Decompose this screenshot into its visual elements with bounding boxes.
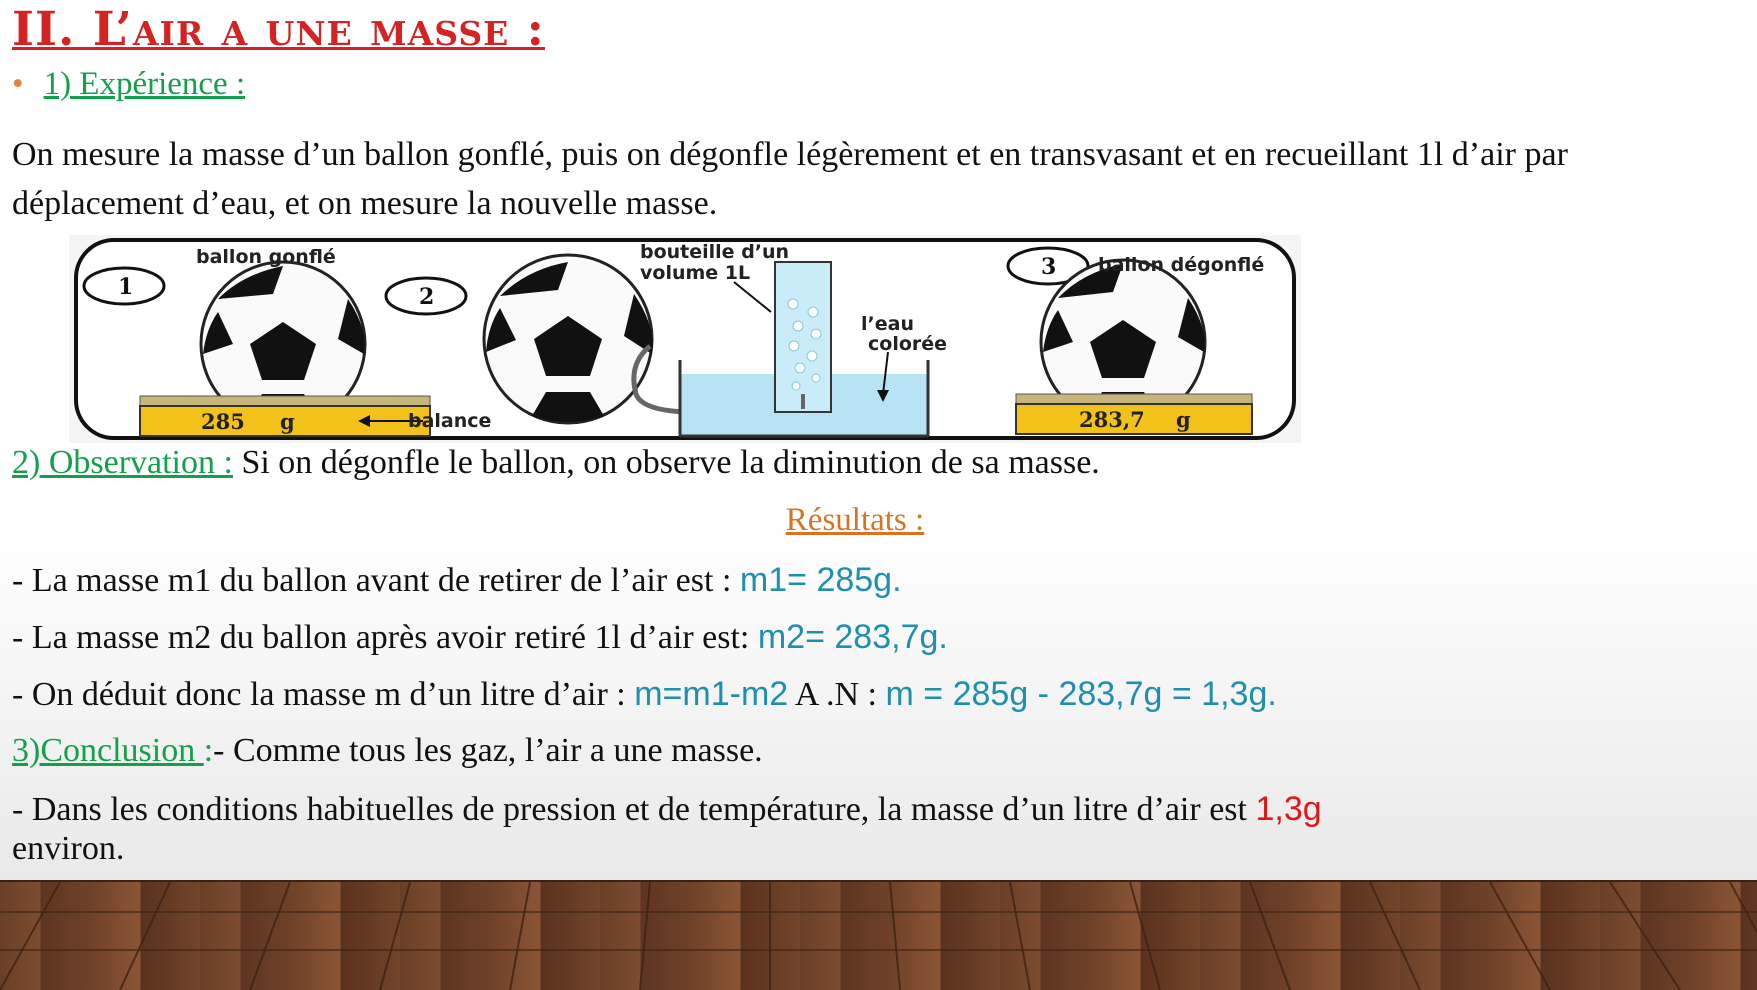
floor-planks [0,882,1757,990]
experience-heading: 1) Expérience : [43,66,246,102]
result-line-1 [12,561,902,600]
conclusion-colon: : [203,732,214,769]
observation-line [12,444,1100,482]
label-eau-line2: colorée [868,333,948,355]
experience-paragraph: On mesure la masse d’un ballon gonflé, puis on dégonfle légèrement et en transvasant et en recueillant 1l d’air par déplacement d’eau, et on mesure la nouvelle masse. [12,136,1568,222]
result-1-value: m1= 285g. [739,561,902,599]
experience-bullet [12,66,245,103]
scale-2-unit: g [1176,407,1191,432]
bottle [775,262,831,412]
label-bouteille-line1: bouteille d’un [640,241,790,263]
step-1-number: 1 [118,274,134,300]
label-balance: balance [408,410,492,432]
result-1-text: - La masse m1 du ballon avant de retirer de l’air est : [12,562,740,599]
conclusion-text: - Comme tous les gaz, l’air a une masse. [213,732,763,769]
deduction-line [12,675,1277,714]
observation-text: Si on dégonfle le ballon, on observe la diminution de sa masse. [232,444,1100,481]
wooden-floor [0,880,1757,990]
deduction-calc: m = 285g - 283,7g = 1,3g. [885,675,1277,713]
result-2-value: m2= 283,7g. [757,618,948,656]
result-line-2 [12,618,948,657]
conclusion-line2-value: 1,3g [1255,790,1322,828]
scale-1-tray [140,396,430,406]
label-eau-line1: l’eau [861,313,914,335]
deduction-formula: m=m1-m2 [634,675,789,713]
label-bouteille-line2: volume 1L [640,262,751,284]
conclusion-line-2 [12,790,1322,829]
ball-2-icon [484,255,653,423]
step-3-number: 3 [1041,254,1057,280]
result-2-text: - La masse m2 du ballon après avoir retiré 1l d’air est: [12,619,758,656]
conclusion-line-3: environ. [12,830,125,867]
conclusion-line2-text: - Dans les conditions habituelles de pression et de température, la masse d’un litre d’air est [12,791,1256,828]
slide-title: II. L’air a une masse : [12,2,546,57]
resultats-line [0,502,1710,539]
deduction-an: A .N : [788,676,886,713]
conclusion-line [12,732,763,770]
deduction-text: - On déduit donc la masse m d’un litre d’air : [12,676,635,713]
bullet-dot-icon: • [12,66,24,102]
experiment-illustration [68,234,1302,444]
label-ballon-degonfle: ballon dégonflé [1098,254,1265,276]
conclusion-heading: 3)Conclusion [12,732,204,769]
experiment-diagram [68,234,1302,444]
scale-1-value: 285 [201,409,245,434]
scale-1-unit: g [280,409,295,434]
resultats-heading: Résultats : [785,502,925,538]
label-ballon-gonfle: ballon gonflé [196,246,336,268]
step-2-number: 2 [419,284,435,310]
scale-2-tray [1016,394,1252,404]
scale-2-value: 283,7 [1079,407,1145,432]
observation-heading: 2) Observation : [12,444,233,481]
